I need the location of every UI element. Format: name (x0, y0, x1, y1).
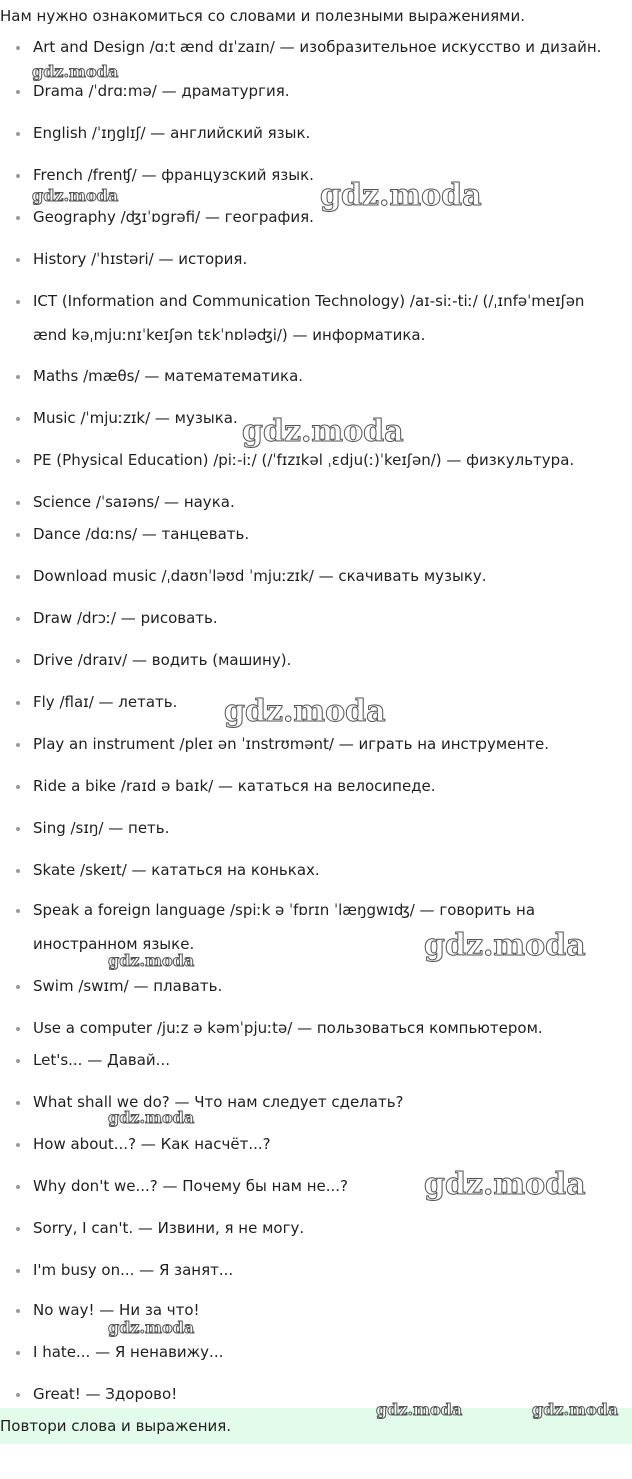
list-item-text: English /ˈɪŋglɪʃ/ — английский язык. (33, 124, 311, 142)
list-item-text: Fly /flaɪ/ — летать. (33, 693, 178, 711)
bullet-icon (16, 869, 20, 873)
list-item-text: I'm busy on... — Я занят... (33, 1261, 234, 1279)
list-item-text: Why don't we...? — Почему бы нам не...? (33, 1177, 349, 1195)
bullet-icon (16, 827, 20, 831)
list-item-text: Science /ˈsaɪəns/ — наука. (33, 493, 235, 511)
list-item-text: Sing /sɪŋ/ — петь. (33, 819, 170, 837)
list-item-text: Ride a bike /raɪd ə baɪk/ — кататься на велосипеде. (33, 777, 436, 795)
list-item-text: What shall we do? — Что нам следует сделать? (33, 1093, 404, 1111)
bullet-icon (16, 300, 20, 304)
list-item-text: I hate... — Я ненавижу... (33, 1343, 224, 1361)
list-item-text: Sorry, I can't. — Извини, я не могу. (33, 1219, 305, 1237)
bullet-icon (16, 1027, 20, 1031)
bullet-icon (16, 909, 20, 913)
bullet-icon (16, 1185, 20, 1189)
list-item-text: Play an instrument /pleɪ ən ˈɪnstrʊmənt/ — играть на инструменте. (33, 735, 550, 753)
watermark-text: gdz.moda (108, 951, 195, 970)
bullet-icon (16, 46, 20, 50)
list-item-text: PE (Physical Education) /piː-iː/ (/ˈfɪzɪkəl ˌɛdju(ː)ˈkeɪʃən/) — физкультура. (33, 451, 575, 469)
bullet-icon (16, 132, 20, 136)
bullet-icon (16, 1059, 20, 1063)
bullet-icon (16, 459, 20, 463)
bullet-icon (16, 501, 20, 505)
watermark-text: gdz.moda (108, 1108, 195, 1127)
bullet-icon (16, 216, 20, 220)
bullet-icon (16, 1101, 20, 1105)
bullet-icon (16, 1309, 20, 1313)
bullet-icon (16, 617, 20, 621)
list-item-text: No way! — Ни за что! (33, 1301, 200, 1319)
list-item-text: French /frenʧ/ — французский язык. (33, 166, 314, 184)
bullet-icon (16, 659, 20, 663)
bullet-icon (16, 375, 20, 379)
list-item-text: Speak a foreign language /spiːk ə ˈfɒrɪn ˈlæŋgwɪʤ/ — говорить на иностранном языке. (33, 901, 536, 953)
list-item-text: Skate /skeɪt/ — кататься на коньках. (33, 861, 320, 879)
bullet-icon (16, 1143, 20, 1147)
bullet-icon (16, 90, 20, 94)
watermark-text: gdz.moda (32, 186, 119, 205)
footer-hint-box (0, 1408, 632, 1444)
list-item-text: Draw /drɔː/ — рисовать. (33, 609, 218, 627)
list-item-text: Maths /mæθs/ — матемaтематика. (33, 367, 304, 385)
bullet-icon (16, 417, 20, 421)
list-item-text: Music /ˈmjuːzɪk/ — музыка. (33, 409, 238, 427)
watermark-text: gdz.moda (376, 1400, 463, 1419)
list-item-text: Drive /draɪv/ — водить (машину). (33, 651, 292, 669)
watermark-text: gdz.moda (224, 694, 386, 729)
list-item-text: Art and Design /ɑːt ænd dɪˈzaɪn/ — изобразительное искусство и дизайн. (33, 38, 602, 56)
list-item-text: Geography /ʤɪˈɒgrəfi/ — география. (33, 208, 314, 226)
list-item-text: Dance /dɑːns/ — танцевать. (33, 525, 250, 543)
list-item-text: Use a computer /juːz ə kəmˈpjuːtə/ — пользоваться компьютером. (33, 1019, 543, 1037)
watermark-text: gdz.moda (32, 62, 119, 81)
watermark-text: gdz.moda (532, 1400, 619, 1419)
list-item-text: Swim /swɪm/ — плавать. (33, 977, 223, 995)
watermark-text: gdz.moda (320, 178, 482, 213)
bullet-icon (16, 1351, 20, 1355)
list-item-text: Download music /ˌdaʊnˈləʊd ˈmjuːzɪk/ — скачивать музыку. (33, 567, 487, 585)
bullet-icon (16, 985, 20, 989)
bullet-icon (16, 1269, 20, 1273)
watermark-text: gdz.moda (242, 414, 404, 449)
footer-hint-text: Повтори слова и выражения. (0, 1417, 232, 1435)
list-item-text: Great! — Здорово! (33, 1385, 178, 1403)
bullet-icon (16, 258, 20, 262)
list-item-text: How about...? — Как насчёт...? (33, 1135, 271, 1153)
bullet-icon (16, 1227, 20, 1231)
bullet-icon (16, 701, 20, 705)
intro-text: Нам нужно ознакомиться со словами и полезными выражениями. (0, 7, 525, 25)
list-item-text: Drama /ˈdrɑːmə/ — драматургия. (33, 82, 290, 100)
list-item-text: Let's... — Давай... (33, 1051, 170, 1069)
watermark-text: gdz.moda (424, 1167, 586, 1202)
bullet-icon (16, 174, 20, 178)
bullet-icon (16, 1393, 20, 1397)
bullet-icon (16, 785, 20, 789)
bullet-icon (16, 575, 20, 579)
bullet-icon (16, 743, 20, 747)
list-item-text: History /ˈhɪstəri/ — история. (33, 250, 248, 268)
bullet-icon (16, 533, 20, 537)
list-item-text: ICT (Information and Communication Technology) /aɪ-siː-tiː/ (/ˌɪnfəˈmeɪʃən ænd kəˌmjuːnɪˈkeɪʃən tɛkˈnɒləʤi/) — информатика. (33, 292, 585, 344)
watermark-text: gdz.moda (424, 928, 586, 963)
watermark-text: gdz.moda (108, 1318, 195, 1337)
